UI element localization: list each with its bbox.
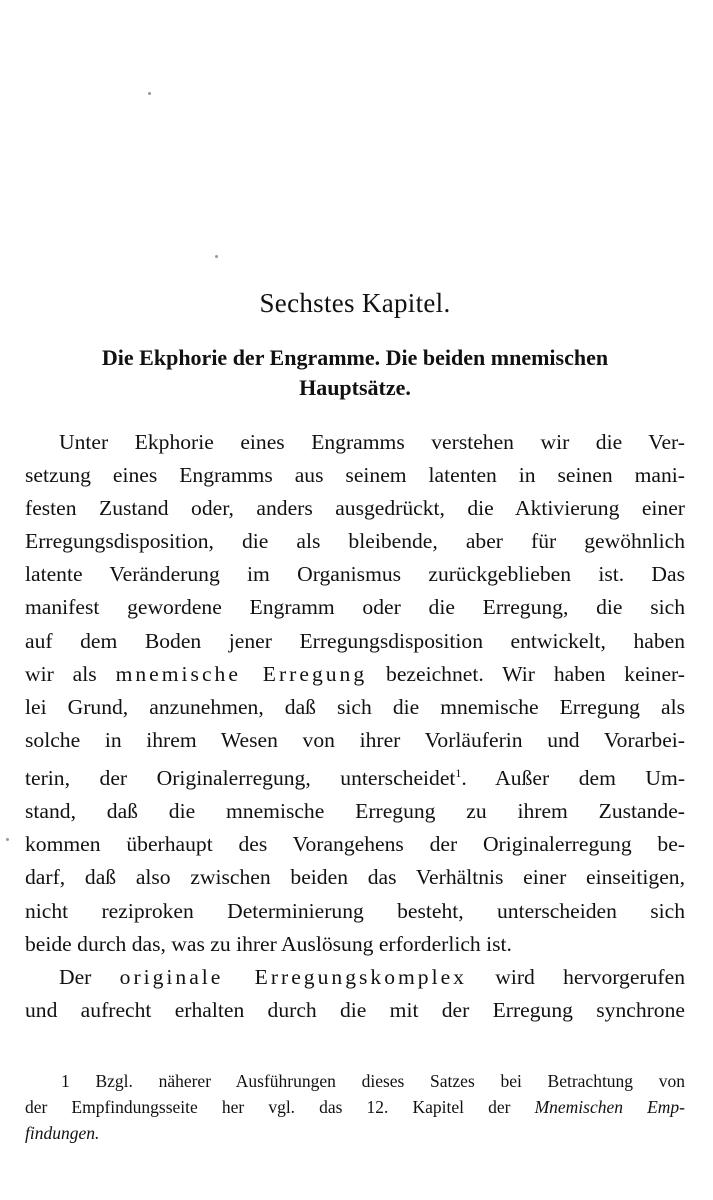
paper-speck	[6, 838, 9, 841]
chapter-subtitle	[25, 343, 685, 403]
text-line	[25, 961, 685, 994]
text-line: nicht reziproken Determinierung besteht, unterscheiden sich	[25, 898, 685, 923]
footnote	[25, 1068, 685, 1146]
book-page	[25, 0, 685, 1200]
paragraph-1	[25, 426, 685, 961]
text-line: beide durch das, was zu ihrer Auslösung erforderlich ist.	[25, 931, 512, 956]
paper-speck	[215, 255, 218, 258]
text-line: manifest gewordene Engramm oder die Erregung, die sich	[25, 595, 685, 620]
footnote-line	[25, 1094, 685, 1120]
text-line: latente Veränderung im Organismus zurückgeblieben ist. Das	[25, 562, 685, 587]
paragraph-2	[25, 961, 685, 1027]
text-line: lei Grund, anzunehmen, daß sich die mnemische Erregung als	[25, 694, 685, 719]
subtitle-line: Hauptsätze.	[299, 375, 411, 400]
footnote-marker: 1	[455, 765, 462, 780]
text-fragment: bezeichnet. Wir haben keiner-	[386, 661, 685, 686]
subtitle-line: Die Ekphorie der Engramme. Die beiden mnemischen	[101, 345, 609, 370]
text-line: stand, daß die mnemische Erregung zu ihrem Zustande-	[25, 799, 685, 824]
text-line: auf dem Boden jener Erregungsdisposition entwickelt, haben	[25, 628, 685, 653]
footnote-line: findungen.	[25, 1123, 100, 1143]
text-fragment: der Empfindungsseite her vgl. das 12. Kapitel der	[25, 1097, 511, 1117]
body-text	[25, 426, 685, 1027]
text-line	[25, 658, 685, 691]
chapter-title: Sechstes Kapitel.	[259, 288, 451, 318]
spaced-term: originale Erregungskomplex	[119, 964, 467, 989]
paper-speck	[148, 92, 151, 95]
text-fragment: wird hervorgerufen	[495, 964, 685, 989]
text-line	[25, 757, 685, 795]
spaced-term: mnemische Erregung	[115, 661, 368, 686]
text-line: kommen überhaupt des Vorangehens der Originalerregung be-	[25, 832, 685, 857]
text-fragment: wir als	[25, 661, 97, 686]
text-line: darf, daß also zwischen beiden das Verhältnis einer einseitigen,	[25, 865, 685, 890]
text-fragment: terin, der Originalerregung, unterscheidet	[25, 766, 456, 791]
text-line: setzung eines Engramms aus seinem latenten in seinen mani-	[25, 463, 685, 488]
text-line: Erregungsdisposition, die als bleibende, aber für gewöhnlich	[25, 529, 685, 554]
book-title: Mnemischen Emp-	[534, 1097, 685, 1117]
footnote-line: 1 Bzgl. näherer Ausführungen dieses Satzes bei Betrachtung von	[61, 1071, 685, 1091]
text-line: solche in ihrem Wesen von ihrer Vorläuferin und Vorarbei-	[25, 727, 685, 752]
text-line: festen Zustand oder, anders ausgedrückt, die Aktivierung einer	[25, 496, 685, 521]
text-line: Unter Ekphorie eines Engramms verstehen wir die Ver-	[59, 430, 685, 454]
text-fragment: Der	[59, 964, 92, 989]
text-fragment: . Außer dem Um-	[461, 766, 686, 791]
text-line: und aufrecht erhalten durch die mit der Erregung synchrone	[25, 997, 685, 1022]
